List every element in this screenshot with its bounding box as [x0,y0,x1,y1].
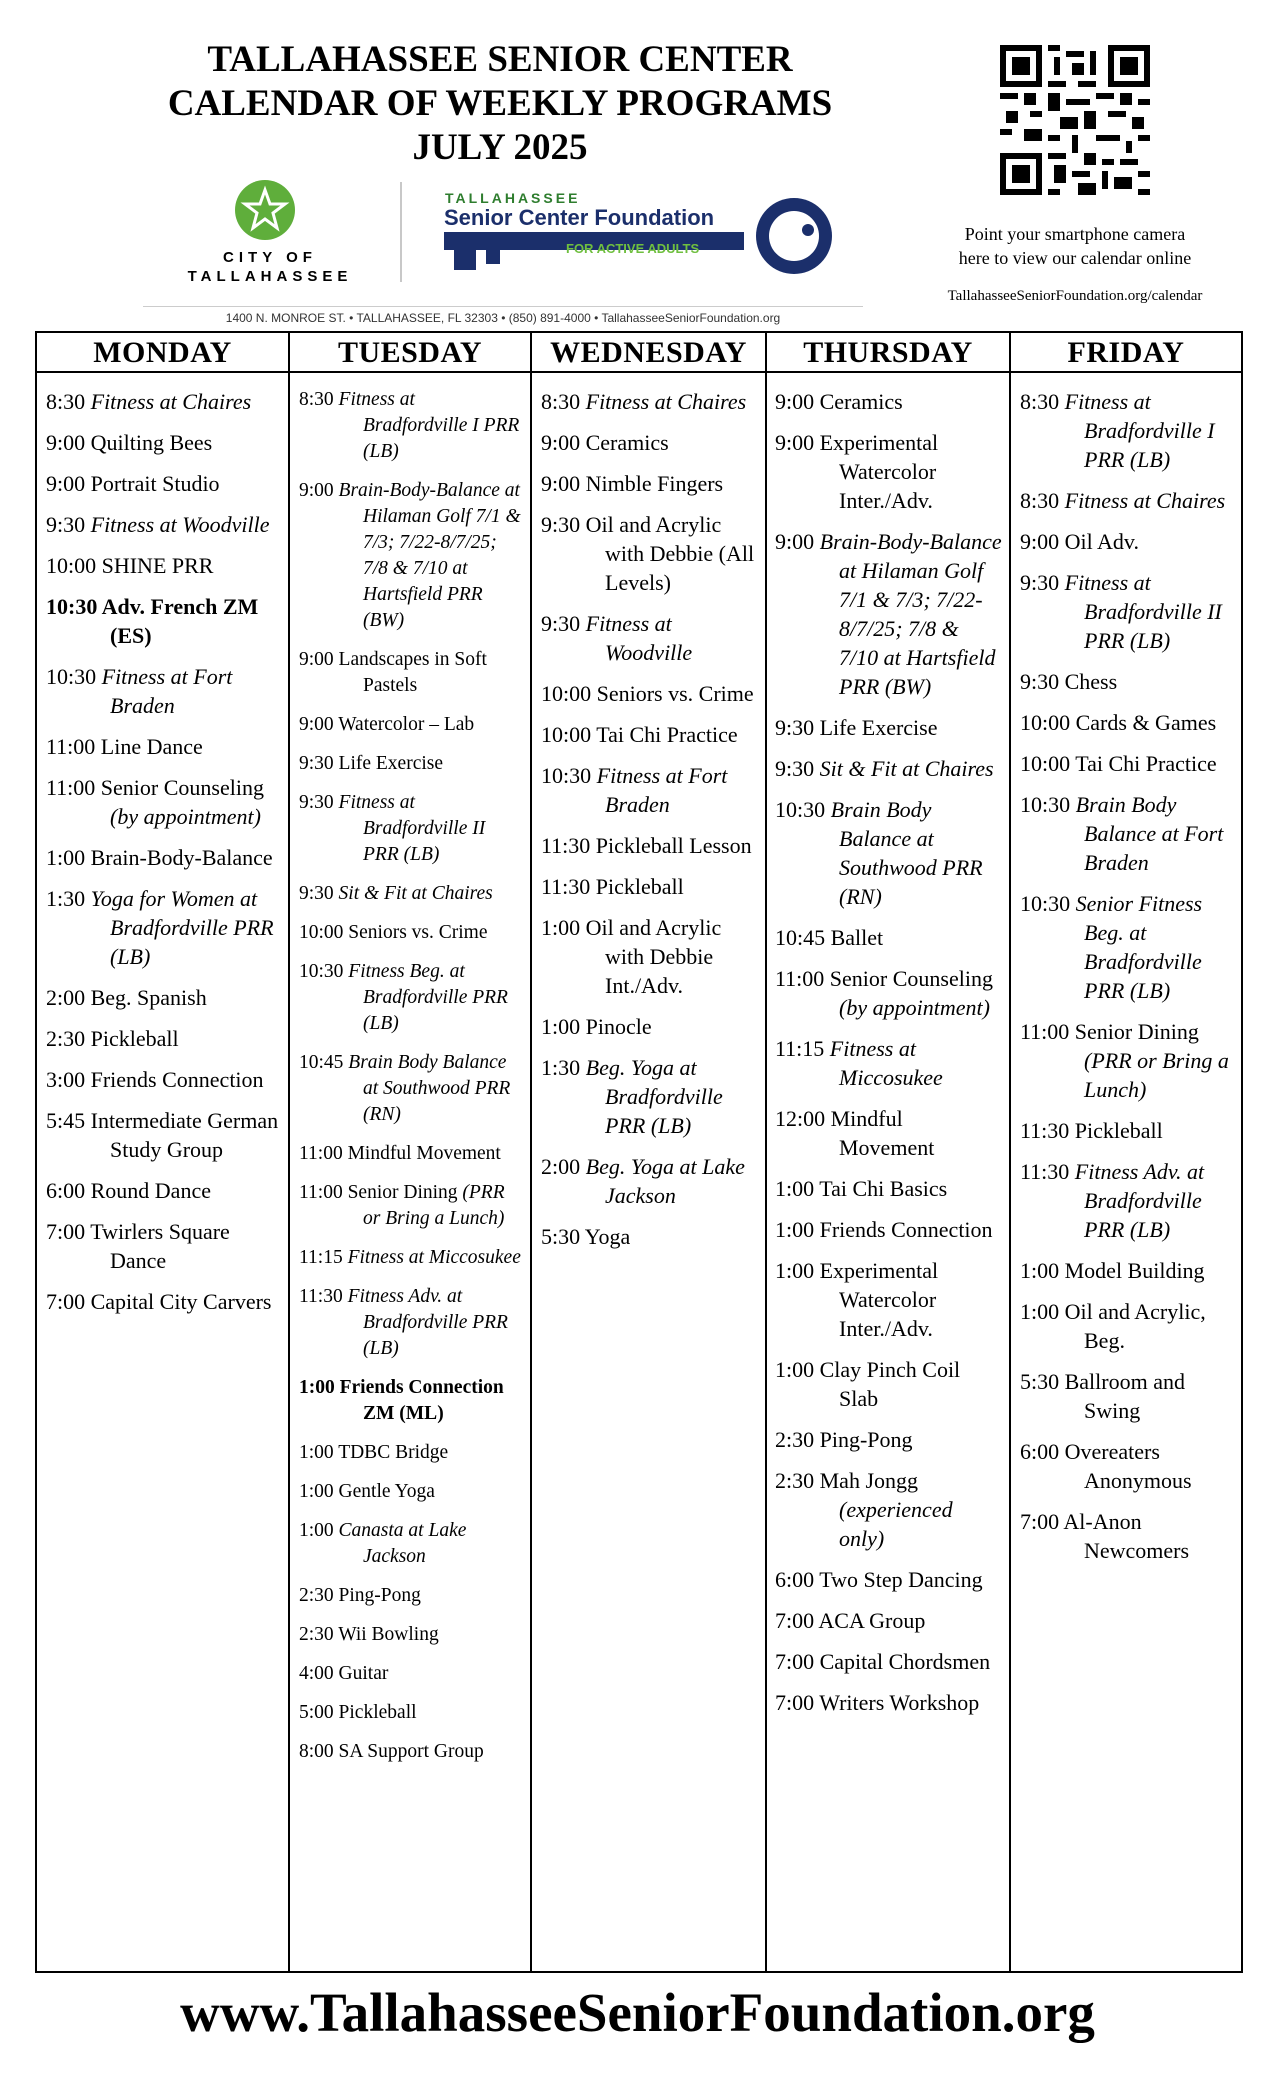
event-text: 11:30 Pickleball [541,874,684,899]
event-text: 9:00 Landscapes in Soft Pastels [299,649,487,696]
event-text: 1:30 [541,1055,586,1080]
event-item [46,1217,282,1275]
event-detail: Fitness at Miccosukee [347,1247,521,1268]
weekly-calendar [35,331,1243,1973]
event-item [1020,1157,1235,1244]
event-detail: Fitness at Fort Braden [596,763,728,817]
event-item [299,1518,524,1570]
event-text: 1:00 Friends Connection ZM (ML) [299,1377,504,1424]
day-header-monday: MONDAY [37,333,288,373]
event-item [299,647,524,699]
qr-caption [930,222,1220,270]
event-item [299,1375,524,1427]
event-item [541,469,759,498]
event-item [775,1355,1003,1413]
event-text: 1:30 [46,886,91,911]
event-text: 10:00 Cards & Games [1020,710,1217,735]
event-item [775,713,1003,742]
event-detail: Canasta at Lake Jackson [338,1520,467,1567]
city-of-tallahassee-logo [170,180,370,290]
event-text: 9:00 Quilting Bees [46,430,213,455]
event-detail: Brain Body Balance at Southwood PRR (RN) [348,1052,511,1125]
event-text: 11:00 Senior Counseling [775,966,993,991]
event-item [775,1606,1003,1635]
event-item [541,913,759,1000]
event-item [46,1024,282,1053]
event-item [299,1661,524,1687]
event-text: 9:00 [299,480,339,501]
day-header-friday: FRIDAY [1011,333,1241,373]
event-text: 10:30 [1020,891,1076,916]
event-item [299,1245,524,1271]
event-text: 6:00 Round Dance [46,1178,211,1203]
event-item [775,1565,1003,1594]
day-header-wednesday: WEDNESDAY [532,333,765,373]
event-item [541,872,759,901]
event-text: 12:00 Mindful Movement [775,1106,935,1160]
event-text: 2:30 Ping-Pong [775,1427,913,1452]
event-detail: Fitness at Woodville [90,512,270,537]
event-item [541,387,759,416]
event-text: 8:30 [541,389,586,414]
event-text: 5:30 Yoga [541,1224,631,1249]
event-item [46,469,282,498]
event-item [775,1425,1003,1454]
event-text: 1:00 Pinocle [541,1014,652,1039]
event-item [1020,568,1235,655]
title-block [130,38,870,170]
friday-events [1011,373,1241,1565]
event-item [775,964,1003,1022]
event-text: 10:00 Seniors vs. Crime [299,922,488,943]
event-item [1020,486,1235,515]
event-item [1020,527,1235,556]
event-detail: Fitness at Miccosukee [829,1036,943,1090]
event-item [299,712,524,738]
event-item [46,732,282,761]
event-item [1020,790,1235,877]
event-item [299,1284,524,1362]
event-item [299,1440,524,1466]
event-text: 1:00 Experimental Watercolor Inter./Adv. [775,1258,939,1341]
event-item [299,1583,524,1609]
event-text: 10:45 [299,1052,349,1073]
event-item [299,959,524,1037]
event-text: 11:30 Pickleball [1020,1118,1163,1143]
event-item [1020,387,1235,474]
foundation-small-label: TALLAHASSEE [445,190,581,206]
calendar-url[interactable]: TallahasseeSeniorFoundation.org/calendar [947,288,1203,304]
event-item [299,790,524,868]
event-item [46,592,282,650]
event-text: 10:30 [1020,792,1076,817]
event-text: 1:00 Tai Chi Basics [775,1176,948,1201]
city-star-emblem-icon [235,180,295,240]
event-item [775,1647,1003,1676]
event-item [46,884,282,971]
event-text: 9:00 Watercolor – Lab [299,714,475,735]
event-item [299,1622,524,1648]
event-item [541,720,759,749]
monday-events [37,373,288,1316]
event-text: 7:00 Writers Workshop [775,1690,980,1715]
event-item [299,1700,524,1726]
event-detail: Fitness Beg. at Bradfordville PRR (LB) [348,961,508,1034]
center-title: TALLAHASSEE SENIOR CENTER [207,39,793,80]
event-text: 9:00 [775,529,820,554]
event-text: 5:00 Pickleball [299,1702,417,1723]
event-detail: (experienced only) [839,1497,953,1551]
event-item [541,609,759,667]
event-text: 1:00 Gentle Yoga [299,1481,435,1502]
logo-divider [400,182,402,282]
event-text: 1:00 Friends Connection [775,1217,993,1242]
event-text: 10:30 [299,961,349,982]
event-text: 3:00 Friends Connection [46,1067,264,1092]
event-detail: Yoga for Women at Bradfordville PRR (LB) [90,886,274,969]
qr-code-icon[interactable] [1000,45,1150,195]
event-detail: Fitness at Chaires [90,389,252,414]
event-text: 9:00 Oil Adv. [1020,529,1139,554]
month-title: JULY 2025 [412,127,588,168]
event-text: 2:30 Pickleball [46,1026,179,1051]
event-text: 2:00 Beg. Spanish [46,985,207,1010]
event-item [46,1065,282,1094]
footer-website-link[interactable]: www.TallahasseeSeniorFoundation.org [180,1982,1095,2043]
event-text: 11:15 [775,1036,830,1061]
event-detail: (by appointment) [110,804,261,829]
event-text: 8:30 [1020,488,1065,513]
event-detail: Brain-Body-Balance at Hilaman Golf 7/1 & 7/3; 7/22-8/7/25; 7/8 & 7/10 at Hartsfield PRR (BW) [338,480,521,631]
event-text: 2:30 Ping-Pong [299,1585,421,1606]
event-detail: Fitness Adv. at Bradfordville PRR (LB) [1074,1159,1205,1242]
event-text: 9:30 Life Exercise [299,753,444,774]
event-item [1020,1116,1235,1145]
event-item [46,551,282,580]
event-text: 11:30 [1020,1159,1075,1184]
wednesday-column [532,333,767,1971]
event-text: 11:30 [299,1286,348,1307]
event-detail: Brain Body Balance at Fort Braden [1075,792,1224,875]
foundation-name: Senior Center Foundation [444,205,715,230]
event-text: 9:00 Ceramics [775,389,903,414]
event-detail: Brain-Body-Balance at Hilaman Golf 7/1 & 7/3; 7/22-8/7/25; 7/8 & 7/10 at Hartsfield PRR (BW) [819,529,1002,699]
event-item [299,478,524,634]
event-detail: (PRR or Bring a Lunch) [1084,1048,1229,1102]
event-item [775,1688,1003,1717]
city-logo-line-1: CITY OF [223,249,317,266]
event-text: 9:30 [775,756,820,781]
qr-caption-line-1: Point your smartphone camera [964,224,1186,244]
event-item [299,1180,524,1232]
event-text: 9:30 [299,883,339,904]
event-text: 10:45 Ballet [775,925,884,950]
event-item [775,754,1003,783]
event-text: 9:30 [299,792,339,813]
event-item [299,1050,524,1128]
event-item [299,387,524,465]
event-item [541,1152,759,1210]
event-item [46,1287,282,1316]
event-item [1020,1437,1235,1495]
event-item [299,881,524,907]
event-detail: Sit & Fit at Chaires [338,883,493,904]
event-text: 2:30 Mah Jongg [775,1468,918,1493]
event-item [775,527,1003,701]
event-text: 5:45 Intermediate German Study Group [46,1108,279,1162]
event-item [775,1104,1003,1162]
event-detail: Fitness at Bradfordville I PRR (LB) [338,389,520,462]
event-item [541,1053,759,1140]
event-text: 4:00 Guitar [299,1663,389,1684]
event-item [775,1466,1003,1553]
event-text: 8:30 [46,389,91,414]
event-item [1020,667,1235,696]
event-item [46,773,282,831]
event-item [1020,1017,1235,1104]
day-header-tuesday: TUESDAY [290,333,530,373]
event-item [775,1034,1003,1092]
event-detail: Fitness at Woodville [585,611,693,665]
event-text: 11:00 Mindful Movement [299,1143,501,1164]
event-text: 10:30 [46,664,102,689]
event-text: 10:30 [775,797,831,822]
event-item [46,387,282,416]
event-text: 6:00 Two Step Dancing [775,1567,983,1592]
event-text: 11:15 [299,1247,348,1268]
event-item [46,428,282,457]
event-text: 10:00 Tai Chi Practice [541,722,738,747]
event-item [1020,749,1235,778]
event-item [46,510,282,539]
event-item [1020,1297,1235,1355]
event-text: 9:30 Chess [1020,669,1118,694]
event-text: 7:00 Capital City Carvers [46,1289,272,1314]
event-item [1020,1367,1235,1425]
event-text: 9:30 [541,611,586,636]
event-text: 9:00 Ceramics [541,430,669,455]
event-text: 10:30 Adv. French ZM (ES) [46,594,259,648]
event-text: 11:00 Senior Dining [1020,1019,1199,1044]
event-detail: (PRR or Bring a Lunch) [363,1182,505,1229]
event-item [775,923,1003,952]
event-item [46,983,282,1012]
event-item [775,1256,1003,1343]
event-item [1020,1256,1235,1285]
event-text: 7:00 ACA Group [775,1608,926,1633]
event-text: 9:00 Experimental Watercolor Inter./Adv. [775,430,939,513]
senior-center-foundation-logo [444,190,844,280]
event-text: 8:30 [299,389,339,410]
qr-caption-line-2: here to view our calendar online [958,248,1192,268]
event-item [541,831,759,860]
event-item [299,1141,524,1167]
event-text: 11:00 Senior Dining [299,1182,463,1203]
calendar-title: CALENDAR OF WEEKLY PROGRAMS [167,83,833,124]
event-item [299,1739,524,1765]
thursday-events [767,373,1009,1717]
day-header-thursday: THURSDAY [767,333,1009,373]
event-item [541,510,759,597]
event-item [541,761,759,819]
event-item [775,1174,1003,1203]
event-item [775,428,1003,515]
event-item [775,1215,1003,1244]
event-text: 10:00 Tai Chi Practice [1020,751,1217,776]
event-text: 9:30 Oil and Acrylic with Debbie (All Levels) [541,512,755,595]
event-text: 7:00 Twirlers Square Dance [46,1219,230,1273]
event-text: 1:00 Oil and Acrylic, Beg. [1020,1299,1206,1353]
event-item [541,679,759,708]
event-text: 9:30 [46,512,91,537]
city-logo-line-2: TALLAHASSEE [187,268,353,285]
event-detail: Fitness at Bradfordville I PRR (LB) [1064,389,1215,472]
event-detail: Fitness at Bradfordville II PRR (LB) [1064,570,1222,653]
event-text: 5:30 Ballroom and Swing [1020,1369,1185,1423]
event-text: 2:00 [541,1154,586,1179]
event-item [775,387,1003,416]
event-text: 1:00 [299,1520,339,1541]
event-text: 10:00 Seniors vs. Crime [541,681,754,706]
address-line: 1400 N. MONROE ST. • TALLAHASSEE, FL 32303 • (850) 891-4000 • TallahasseeSeniorFoundation.org [143,306,863,325]
wednesday-events [532,373,765,1251]
event-text: 2:30 Wii Bowling [299,1624,439,1645]
event-item [1020,708,1235,737]
event-item [299,1479,524,1505]
event-text: 11:00 Line Dance [46,734,203,759]
event-text: 11:30 Pickleball Lesson [541,833,752,858]
event-text: 1:00 Clay Pinch Coil Slab [775,1357,961,1411]
event-detail: Senior Fitness Beg. at Bradfordville PRR (LB) [1075,891,1203,1003]
thursday-column [767,333,1011,1971]
event-detail: Fitness at Chaires [1064,488,1226,513]
event-detail: Sit & Fit at Chaires [819,756,994,781]
event-item [1020,889,1235,1005]
event-detail: Brain Body Balance at Southwood PRR (RN) [830,797,983,909]
foundation-tagline: FOR ACTIVE ADULTS [566,241,700,256]
event-text: 1:00 TDBC Bridge [299,1442,449,1463]
tuesday-events [290,373,530,1765]
friday-column [1011,333,1241,1971]
event-item [775,795,1003,911]
event-text: 8:00 SA Support Group [299,1741,484,1762]
event-item [541,1222,759,1251]
event-text: 6:00 Overeaters Anonymous [1020,1439,1192,1493]
event-text: 9:30 Life Exercise [775,715,938,740]
event-item [541,1012,759,1041]
tuesday-column [290,333,532,1971]
event-text: 8:30 [1020,389,1065,414]
event-text: 11:00 Senior Counseling [46,775,264,800]
event-item [46,1176,282,1205]
event-item [46,1106,282,1164]
event-text: 9:00 Nimble Fingers [541,471,724,496]
event-item [299,920,524,946]
event-text: 1:00 Model Building [1020,1258,1205,1283]
event-text: 9:30 [1020,570,1065,595]
event-text: 9:00 Portrait Studio [46,471,220,496]
event-detail: (by appointment) [839,995,990,1020]
event-text: 1:00 Brain-Body-Balance [46,845,273,870]
event-item [1020,1507,1235,1565]
event-text: 1:00 Oil and Acrylic with Debbie Int./Adv. [541,915,722,998]
event-detail: Fitness at Bradfordville II PRR (LB) [338,792,486,865]
event-detail: Fitness at Fort Braden [101,664,233,718]
monday-column [37,333,290,1971]
event-text: 10:30 [541,763,597,788]
event-item [299,751,524,777]
event-item [541,428,759,457]
event-detail: Fitness Adv. at Bradfordville PRR (LB) [347,1286,508,1359]
event-item [46,662,282,720]
event-text: 7:00 Capital Chordsmen [775,1649,991,1674]
event-item [46,843,282,872]
event-text: 7:00 Al-Anon Newcomers [1020,1509,1190,1563]
event-text: 10:00 SHINE PRR [46,553,214,578]
event-detail: Beg. Yoga at Bradfordville PRR (LB) [585,1055,723,1138]
event-detail: Beg. Yoga at Lake Jackson [585,1154,745,1208]
event-detail: Fitness at Chaires [585,389,747,414]
